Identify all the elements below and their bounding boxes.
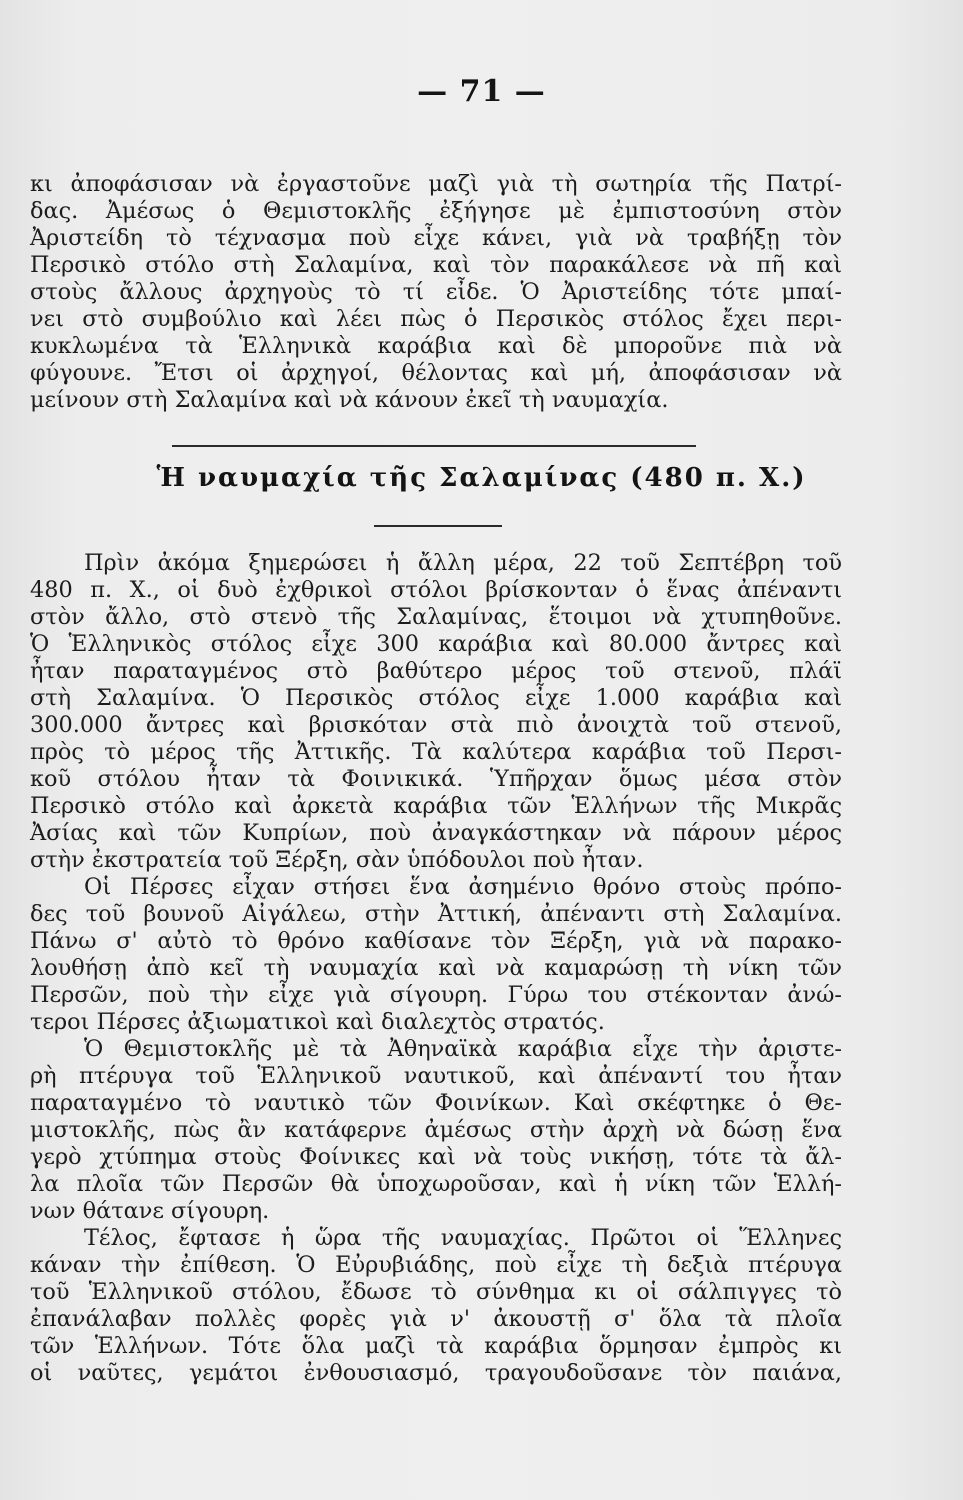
text-line: κοῦ στόλου ἦταν τὰ Φοινικικά. Ὑπῆρχαν ὅμως μέσα στὸν [30, 766, 842, 792]
text-line: νων θάτανε σίγουρη. [30, 1198, 270, 1224]
text-line: κι ἀποφάσισαν νὰ ἐργαστοῦνε μαζὶ γιὰ τὴ σωτηρία τῆς Πατρί- [30, 171, 842, 197]
text-line: Πάνω σ' αὐτὸ τὸ θρόνο καθίσανε τὸν Ξέρξη, γιὰ νὰ παρακο- [30, 928, 842, 954]
text-line: 300.000 ἄντρες καὶ βρισκόταν στὰ πιὸ ἀνοιχτὰ τοῦ στενοῦ, [30, 712, 842, 738]
text-line: οἱ ναῦτες, γεμάτοι ἐνθουσιασμό, τραγουδοῦσανε τὸν παιάνα, [30, 1360, 842, 1386]
text-line: πρὸς τὸ μέρος τῆς Ἀττικῆς. Τὰ καλύτερα καράβια τοῦ Περσι- [30, 739, 842, 765]
text-line: Περσικὸ στόλο στὴ Σαλαμίνα, καὶ τὸν παρακάλεσε νὰ πῆ καὶ [30, 252, 842, 278]
section-title: Ἡ ναυμαχία τῆς Σαλαμίνας (480 π. Χ.) [156, 463, 807, 493]
text-line: λουθήσῃ ἀπὸ κεῖ τὴ ναυμαχία καὶ νὰ καμαρώσῃ τὴ νίκη τῶν [30, 955, 842, 981]
text-line: ρὴ πτέρυγα τοῦ Ἑλληνικοῦ ναυτικοῦ, καὶ ἀπέναντί του ἦταν [30, 1063, 842, 1089]
text-line: Ἀσίας καὶ τῶν Κυπρίων, ποὺ ἀναγκάστηκαν νὰ πάρουν μέρος [30, 820, 842, 846]
text-line: Περσῶν, ποὺ τὴν εἶχε γιὰ σίγουρη. Γύρω του στέκονταν ἀνώ- [30, 982, 842, 1008]
text-line: στὴ Σαλαμίνα. Ὁ Περσικὸς στόλος εἶχε 1.000 καράβια καὶ [30, 685, 842, 711]
text-line: ἦταν παραταγμένος στὸ βαθύτερο μέρος τοῦ στενοῦ, πλάϊ [30, 658, 842, 684]
text-line: τῶν Ἑλλήνων. Τότε ὅλα μαζὶ τὰ καράβια ὅρμησαν ἐμπρὸς κι [30, 1333, 842, 1359]
text-line: στὸν ἄλλο, στὸ στενὸ τῆς Σαλαμίνας, ἕτοιμοι νὰ χτυπηθοῦνε. [30, 604, 842, 630]
text-line: τεροι Πέρσες ἀξιωματικοὶ καὶ διαλεχτὸς στρατός. [30, 1009, 605, 1035]
text-line: παραταγμένο τὸ ναυτικὸ τῶν Φοινίκων. Καὶ σκέφτηκε ὁ Θε- [30, 1090, 842, 1116]
text-line: μιστοκλῆς, πὼς ἂν κατάφερνε ἀμέσως στὴν ἀρχὴ νὰ δώσῃ ἕνα [30, 1117, 842, 1143]
text-line: στοὺς ἄλλους ἀρχηγοὺς τὸ τί εἶδε. Ὁ Ἀριστείδης τότε μπαί- [30, 279, 842, 305]
text-line: κάναν τὴν ἐπίθεση. Ὁ Εὐρυβιάδης, ποὺ εἶχε τὴ δεξιὰ πτέρυγα [30, 1252, 842, 1278]
text-line: στὴν ἐκστρατεία τοῦ Ξέρξη, σὰν ὑπόδουλοι ποὺ ἦταν. [30, 847, 644, 873]
text-line: λα πλοῖα τῶν Περσῶν θὰ ὑποχωροῦσαν, καὶ ἡ νίκη τῶν Ἑλλή- [30, 1171, 842, 1197]
text-line: Ὁ Ἑλληνικὸς στόλος εἶχε 300 καράβια καὶ 80.000 ἄντρες καὶ [30, 631, 842, 657]
text-line: νει στὸ συμβούλιο καὶ λέει πὼς ὁ Περσικὸς στόλος ἔχει περι- [30, 306, 842, 332]
text-line: ἐπανάλαβαν πολλὲς φορὲς γιὰ ν' ἀκουστῇ σ' ὅλα τὰ πλοῖα [30, 1306, 842, 1332]
text-line: Τέλος, ἔφτασε ἡ ὥρα τῆς ναυμαχίας. Πρῶτοι οἱ Ἕλληνες [84, 1225, 842, 1251]
section-divider [172, 445, 696, 447]
text-line: 480 π. Χ., οἱ δυὸ ἐχθρικοὶ στόλοι βρίσκονταν ὁ ἕνας ἀπέναντι [30, 577, 842, 603]
text-line: γερὸ χτύπημα στοὺς Φοίνικες καὶ νὰ τοὺς νικήσῃ, τότε τὰ ἄλ- [30, 1144, 842, 1170]
text-line: δες τοῦ βουνοῦ Αἰγάλεω, στὴν Ἀττική, ἀπέναντι στὴ Σαλαμίνα. [30, 901, 842, 927]
text-line: Ὁ Θεμιστοκλῆς μὲ τὰ Ἀθηναϊκὰ καράβια εἶχε τὴν ἀριστε- [84, 1036, 842, 1062]
section-body [30, 550, 842, 1387]
text-line: Ἀριστείδη τὸ τέχνασμα ποὺ εἶχε κάνει, γιὰ νὰ τραβήξῃ τὸν [30, 225, 842, 251]
title-underline [374, 525, 502, 527]
page-number: — 71 — [417, 74, 546, 109]
text-line: τοῦ Ἑλληνικοῦ στόλου, ἔδωσε τὸ σύνθημα κι οἱ σάλπιγγες τὸ [30, 1279, 842, 1305]
text-line: Περσικὸ στόλο καὶ ἀρκετὰ καράβια τῶν Ἑλλήνων τῆς Μικρᾶς [30, 793, 842, 819]
intro-paragraph [30, 171, 842, 414]
text-line: μείνουν στὴ Σαλαμίνα καὶ νὰ κάνουν ἐκεῖ τὴ ναυμαχία. [30, 387, 669, 413]
text-line: Πρὶν ἀκόμα ξημερώσει ἡ ἄλλη μέρα, 22 τοῦ Σεπτέβρη τοῦ [84, 550, 842, 576]
text-line: φύγουνε. Ἔτσι οἱ ἀρχηγοί, θέλοντας καὶ μή, ἀποφάσισαν νὰ [30, 360, 842, 386]
text-line: δας. Ἀμέσως ὁ Θεμιστοκλῆς ἐξήγησε μὲ ἐμπιστοσύνη στὸν [30, 198, 842, 224]
text-line: κυκλωμένα τὰ Ἑλληνικὰ καράβια καὶ δὲ μποροῦνε πιὰ νὰ [30, 333, 842, 359]
text-line: Οἱ Πέρσες εἶχαν στήσει ἕνα ἀσημένιο θρόνο στοὺς πρόπο- [84, 874, 842, 900]
